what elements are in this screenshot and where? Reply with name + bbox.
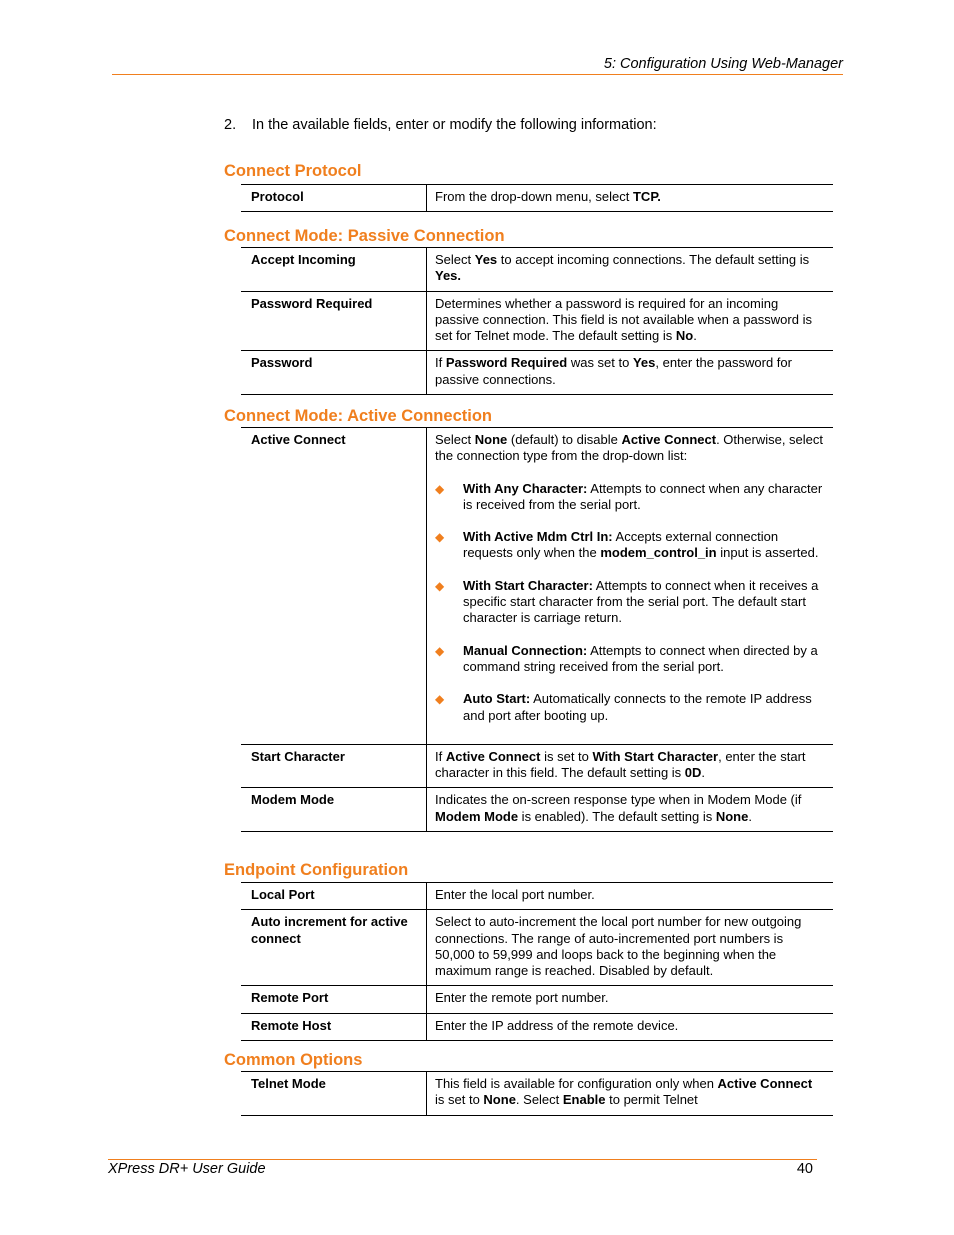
list-item: ◆ With Any Character: Attempts to connect when any character is received from the serial port. [435,480,823,512]
field-description: If Active Connect is set to With Start Character, enter the start character in this field. The default setting is 0D. [427,744,834,788]
field-description: Indicates the on-screen response type when in Modem Mode (if Modem Mode is enabled). The default setting is None. [427,788,834,832]
step-text: In the available fields, enter or modify the following information: [252,117,657,133]
table-row [241,788,833,832]
table-row [241,248,833,292]
section-title-active-connection: Connect Mode: Active Connection [224,407,492,425]
diamond-bullet-icon: ◆ [435,530,445,545]
field-name: Active Connect [241,428,427,745]
list-item: ◆ With Active Mdm Ctrl In: Accepts external connection requests only when the modem_control_in input is asserted. [435,529,819,561]
field-name: Modem Mode [241,788,427,832]
field-name: Remote Port [241,986,427,1013]
field-name: Auto increment for active connect [241,910,427,986]
field-name: Start Character [241,744,427,788]
table-row [241,185,833,212]
list-item: ◆ With Start Character: Attempts to connect when it receives a specific start character from the serial port. The default start character is carriage return. [435,577,819,626]
page-header [112,54,843,75]
field-description: Select to auto-increment the local port number for new outgoing connections. The range of auto-incremented port numbers is 50,000 to 59,999 and loops back to the beginning when the maximum range is reached. Disabled by default. [427,910,834,986]
table-row [241,351,833,395]
connect-protocol-table [241,184,833,212]
field-description: From the drop-down menu, select TCP. [427,185,834,212]
field-name: Telnet Mode [241,1072,427,1116]
field-name: Protocol [241,185,427,212]
table-row [241,428,833,745]
page-footer [108,1159,817,1178]
step-number: 2. [224,117,237,133]
guide-title: XPress DR+ User Guide [108,1161,266,1177]
field-description: Determines whether a password is required for an incoming passive connection. This field is not available when a password is set for Telnet mode. The default setting is No. [427,291,834,351]
field-name: Remote Host [241,1013,427,1040]
field-description: Select None (default) to disable Active Connect. Otherwise, select the connection type from the drop-down list: ◆ With Any Character: Attempts to connect when any character is received from the serial port. ◆ With Active Mdm Ctrl In: Accepts external connection requests only when the modem_control_in input is asserted. ◆ With Start Character: Attempts to connect when it receives a specific start character from the serial port. The default start character is carriage return. ◆ Manual Connection: Attempts to connect when directed by a command string received from the serial port. ◆ Auto Start: Automatically connects to the remote IP address and port after booting up. [427,428,834,745]
table-row [241,1013,833,1040]
intro-step [224,117,657,133]
section-title-common-options: Common Options [224,1051,363,1069]
field-name: Password [241,351,427,395]
section-title-connect-protocol: Connect Protocol [224,162,362,180]
section-title-passive-connection: Connect Mode: Passive Connection [224,227,505,245]
field-description: Select Yes to accept incoming connections. The default setting is Yes. [427,248,834,292]
list-item: ◆ Auto Start: Automatically connects to the remote IP address and port after booting up. [435,691,812,723]
common-options-table [241,1071,833,1116]
passive-connection-table [241,247,833,395]
active-connection-table [241,427,833,832]
list-item: ◆ Manual Connection: Attempts to connect when directed by a command string received from the serial port. [435,642,818,674]
field-description: Enter the IP address of the remote device. [427,1013,834,1040]
table-row [241,291,833,351]
field-description: Enter the remote port number. [427,986,834,1013]
chapter-title: 5: Configuration Using Web-Manager [603,56,843,72]
table-row [241,883,833,910]
endpoint-configuration-table [241,882,833,1041]
diamond-bullet-icon: ◆ [435,481,445,496]
table-row [241,910,833,986]
field-name: Local Port [241,883,427,910]
diamond-bullet-icon: ◆ [435,643,445,658]
field-description: If Password Required was set to Yes, enter the password for passive connections. [427,351,834,395]
table-row [241,1072,833,1116]
diamond-bullet-icon: ◆ [435,692,445,707]
diamond-bullet-icon: ◆ [435,578,445,593]
field-description: Enter the local port number. [427,883,834,910]
table-row [241,744,833,788]
section-title-endpoint-configuration: Endpoint Configuration [224,861,409,879]
field-description: This field is available for configuration only when Active Connect is set to None. Select Enable to permit Telnet [427,1072,834,1116]
field-name: Accept Incoming [241,248,427,292]
page-number: 40 [796,1161,813,1177]
table-row [241,986,833,1013]
field-name: Password Required [241,291,427,351]
